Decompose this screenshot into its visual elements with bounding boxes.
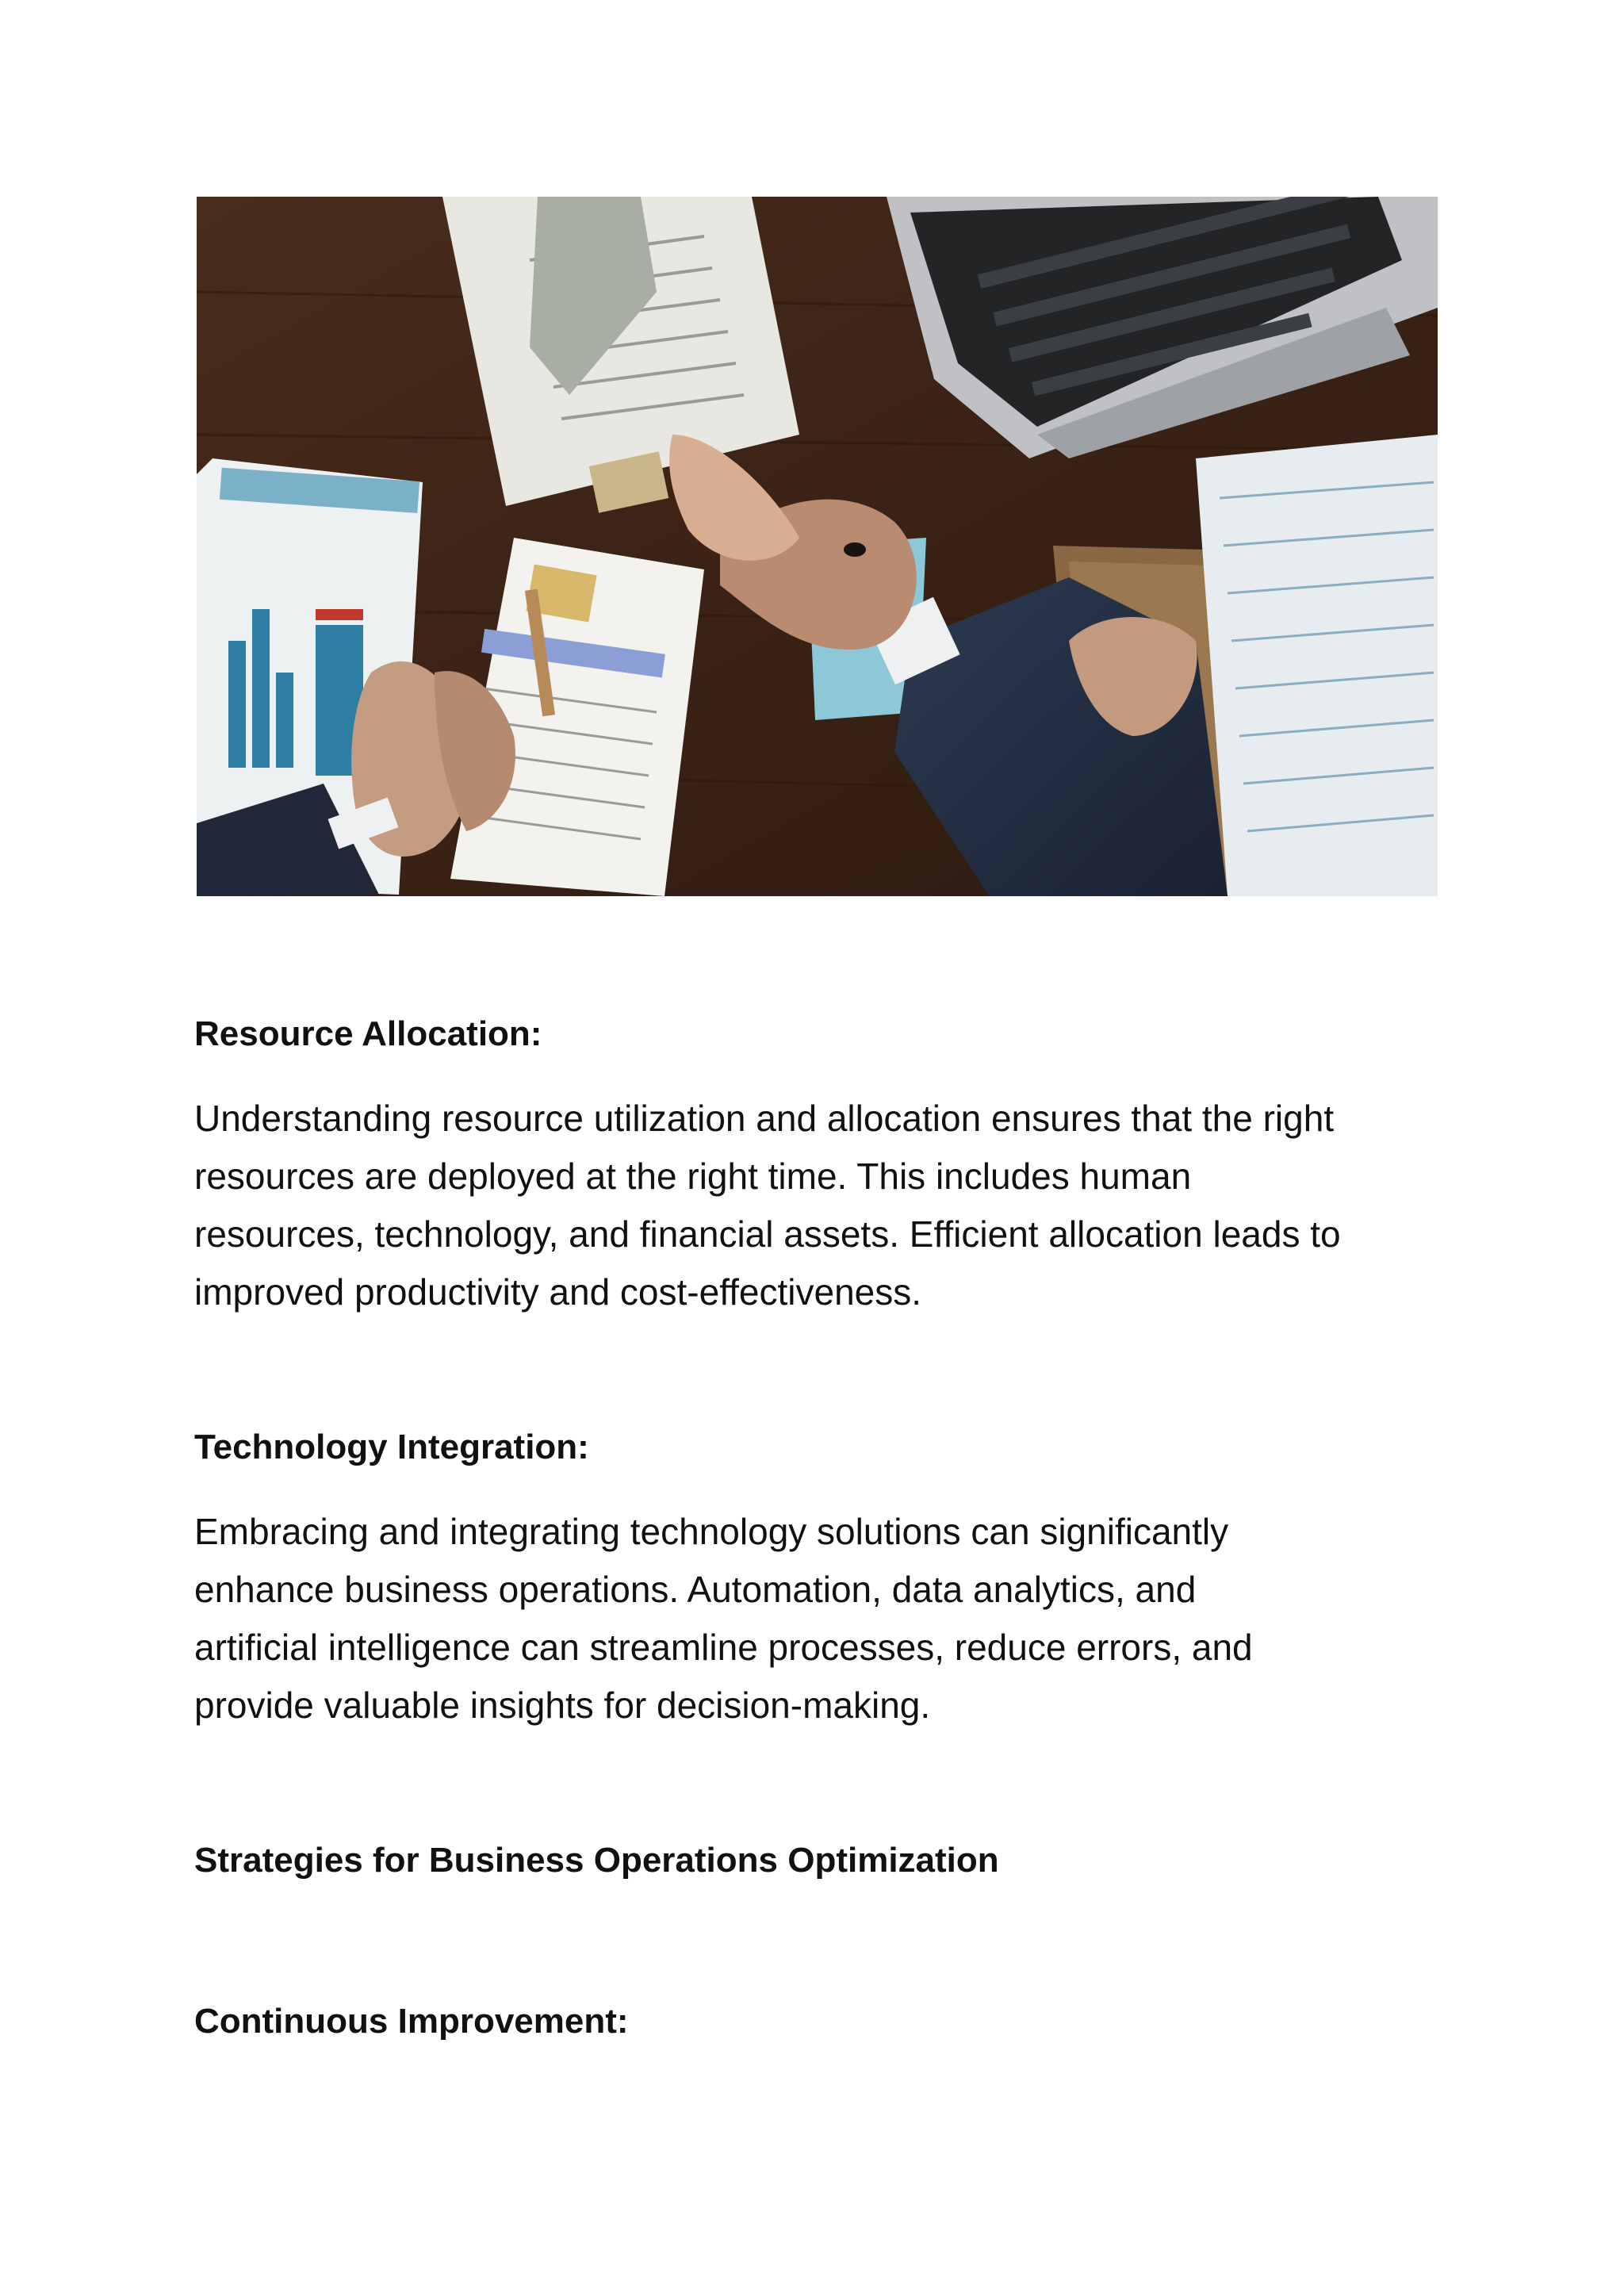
paragraph-line: artificial intelligence can streamline processes, reduce errors, and [194,1627,1253,1668]
paragraph-line: Embracing and integrating technology solutions can significantly [194,1511,1229,1552]
paragraph-line: improved productivity and cost-effectiveness. [194,1271,922,1313]
handshake-photo [197,197,1438,896]
paragraph-line: Understanding resource utilization and allocation ensures that the right [194,1098,1335,1139]
paragraph-line: provide valuable insights for decision-making. [194,1685,931,1726]
section-heading-technology-integration: Technology Integration: [194,1428,589,1466]
section-paragraph-resource-allocation [194,1090,1463,1321]
paragraph-line: resources, technology, and financial assets. Efficient allocation leads to [194,1213,1341,1255]
section-heading-continuous-improvement: Continuous Improvement: [194,2002,629,2041]
handshake-photo-illustration [197,197,1438,896]
paragraph-line: resources are deployed at the right time. This includes human [194,1156,1192,1197]
section-heading-resource-allocation: Resource Allocation: [194,1014,542,1053]
section-heading-strategies: Strategies for Business Operations Optimization [194,1841,999,1880]
paragraph-line: enhance business operations. Automation, data analytics, and [194,1569,1197,1610]
section-paragraph-technology-integration [194,1503,1463,1734]
